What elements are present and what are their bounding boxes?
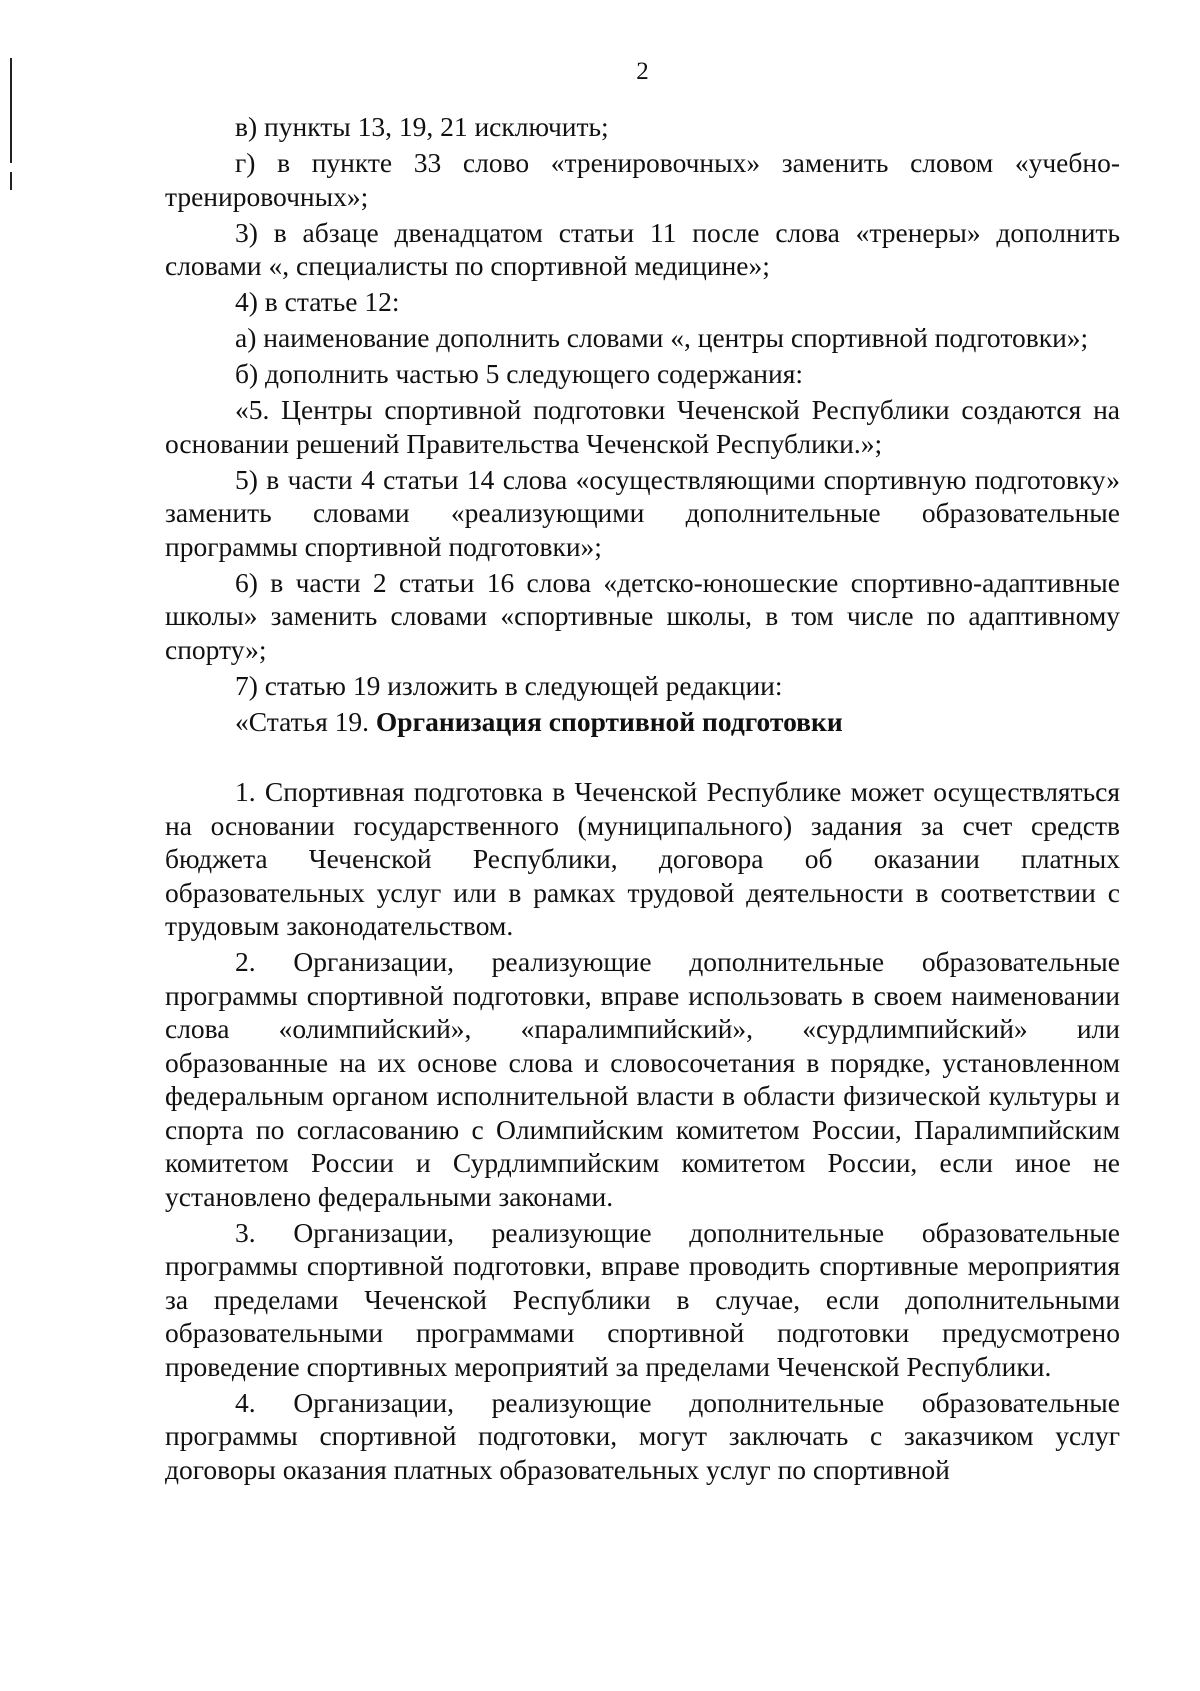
article-prefix: «Статья 19. — [235, 705, 376, 737]
paragraph: 7) статью 19 изложить в следующей редакции: — [235, 669, 783, 701]
paragraph: 4) в статье 12: — [235, 286, 400, 317]
document-page — [165, 58, 1120, 1489]
paragraph: в) пункты 13, 19, 21 исключить; — [235, 111, 609, 142]
article-paragraph: 3. Организации, реализующие дополнительные образовательные программы спортивной подготовки, вправе проводить спортивные мероприятия за пределами Чеченской Республики в случае, если дополнительными образовательными программами спортивной подготовки предусмотрено проведение спортивных мероприятий за пределами Чеченской Республики. — [165, 1216, 1120, 1382]
paragraph: 3) в абзаце двенадцатом статьи 11 после слова «тренеры» дополнить словами «, специалисты по спортивной медицине»; — [165, 216, 1120, 281]
paragraph: 5) в части 4 статьи 14 слова «осуществляющими спортивную подготовку» заменить словами «реализующими дополнительные образовательные программы спортивной подготовки»; — [165, 463, 1120, 562]
paragraph: г) в пункте 33 слово «тренировочных» заменить словом «учебно-тренировочных»; — [165, 147, 1120, 212]
amendments-list — [165, 110, 1120, 702]
scan-edge-mark — [10, 58, 12, 163]
article-title: Организация спортивной подготовки — [375, 705, 843, 737]
article-paragraph: 4. Организации, реализующие дополнительные образовательные программы спортивной подготовки, могут заключать с заказчиком услуг договоры оказания платных образовательных услуг по спортивной — [165, 1386, 1120, 1485]
paragraph: «5. Центры спортивной подготовки Чеченской Республики создаются на основании решений Правительства Чеченской Республики.»; — [165, 394, 1120, 459]
paragraph: б) дополнить частью 5 следующего содержания: — [235, 358, 804, 389]
article-heading — [165, 705, 1120, 739]
article-paragraph: 1. Спортивная подготовка в Чеченской Республике может осуществляться на основании государственного (муниципального) задания за счет средств бюджета Чеченской Республики, договора об оказании платных образовательных услуг или в рамках трудовой деятельности в соответствии с трудовым законодательством. — [165, 776, 1120, 941]
paragraph: 6) в части 2 статьи 16 слова «детско-юношеские спортивно-адаптивные школы» заменить словами «спортивные школы, в том числе по адаптивному спорту»; — [165, 566, 1120, 665]
article-paragraph: 2. Организации, реализующие дополнительные образовательные программы спортивной подготовки, вправе использовать в своем наименовании слова «олимпийский», «паралимпийский», «сурдлимпийский» или образованные на их основе слова и словосочетания в порядке, установленном федеральным органом исполнительной власти в области физической культуры и спорта по согласованию с Олимпийским комитетом России, Паралимпийским комитетом России и Сурдлимпийским комитетом России, если иное не установлено федеральными законами. — [165, 946, 1120, 1212]
article-body — [165, 775, 1120, 1486]
page-number: 2 — [636, 58, 649, 85]
scan-edge-mark — [10, 172, 12, 190]
paragraph: а) наименование дополнить словами «, центры спортивной подготовки»; — [235, 322, 1089, 353]
